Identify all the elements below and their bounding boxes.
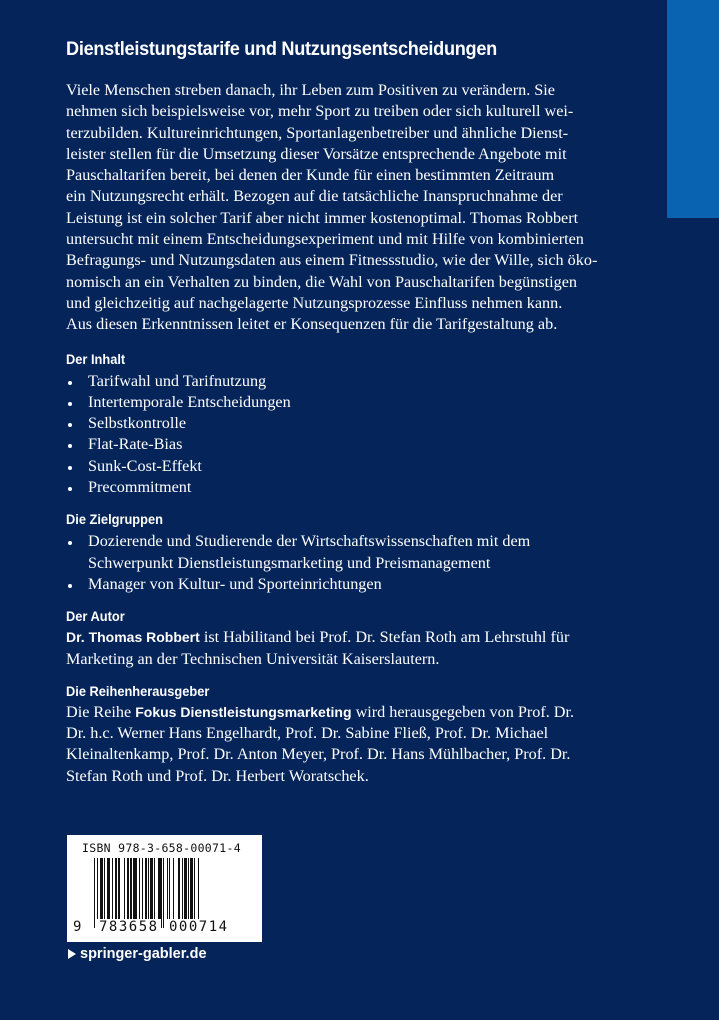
- back-cover-content: [66, 30, 676, 787]
- author-bio: [66, 627, 676, 670]
- list-item: Tarifwahl und Tarifnutzung: [66, 371, 676, 392]
- intro-line: Befragungs- und Nutzungsdaten aus einem Fitnessstudio, wie der Wille, sich öko-: [66, 251, 598, 270]
- intro-line: nehmen sich beispielsweise vor, mehr Sport zu treiben oder sich kulturell wei-: [66, 102, 574, 121]
- content-heading: Der Inhalt: [66, 351, 126, 367]
- intro-line: Leistung ist ein solcher Tarif aber nicht immer kostenoptimal. Thomas Robbert: [66, 208, 579, 227]
- audience-list: [66, 531, 676, 595]
- editors-line: Dr. h.c. Werner Hans Engelhardt, Prof. Dr. Sabine Fließ, Prof. Dr. Michael: [66, 724, 549, 743]
- intro-line: Pauschaltarifen bereit, bei denen der Kunde für einen bestimmten Zeitraum: [66, 166, 555, 185]
- book-title: Dienstleistungstarife und Nutzungsentscheidungen: [66, 38, 497, 60]
- list-item: Intertemporale Entscheidungen: [66, 392, 676, 413]
- editors-line: [66, 702, 676, 723]
- list-item-line: Schwerpunkt Dienstleistungsmarketing und Preismanagement: [88, 553, 491, 572]
- author-bio-text: ist Habilitand bei Prof. Dr. Stefan Roth am Lehrstuhl für: [199, 628, 570, 647]
- triangle-arrow-right-icon: [68, 949, 76, 959]
- intro-line: Viele Menschen streben danach, ihr Leben zum Positiven zu verändern. Sie: [66, 81, 555, 99]
- publisher-website-link[interactable]: [68, 946, 207, 962]
- intro-line: leister stellen für die Umsetzung dieser Vorsätze entsprechende Angebote mit: [66, 144, 567, 163]
- list-item-line: Manager von Kultur- und Sporteinrichtungen: [88, 574, 382, 593]
- content-list: [66, 371, 676, 499]
- list-item: Selbstkontrolle: [66, 413, 676, 434]
- intro-line: ein Nutzungsrecht erhält. Bezogen auf die tatsächliche Inanspruchnahme der: [66, 187, 563, 206]
- author-heading: Der Autor: [66, 609, 125, 625]
- editors-line: Kleinaltenkamp, Prof. Dr. Anton Meyer, Prof. Dr. Hans Mühlbacher, Prof. Dr.: [66, 745, 571, 764]
- author-bio-line: [66, 627, 676, 648]
- author-name: Dr. Thomas Robbert: [66, 629, 200, 646]
- list-item: Sunk-Cost-Effekt: [66, 456, 676, 477]
- list-item: [66, 574, 676, 595]
- series-name: Fokus Dienstleistungsmarketing: [135, 703, 352, 720]
- intro-line: terzubilden. Kultureinrichtungen, Sportanlagenbetreiber und ähnliche Dienst-: [66, 123, 569, 142]
- isbn-barcode: [67, 835, 262, 942]
- barcode-digit-first: 9: [73, 919, 82, 935]
- list-item: Flat-Rate-Bias: [66, 434, 676, 455]
- audience-heading: Die Zielgruppen: [66, 512, 163, 528]
- list-item: [66, 531, 676, 574]
- barcode-digit-group: 000714: [169, 919, 229, 935]
- author-bio-line: Marketing an der Technischen Universität Kaiserslautern.: [66, 649, 440, 668]
- intro-line: untersucht mit einem Entscheidungsexperiment und mit Hilfe von kombinierten: [66, 230, 584, 249]
- barcode-bars: [94, 858, 249, 928]
- isbn-label: ISBN 978-3-658-00071-4: [82, 841, 241, 855]
- barcode-digit-group: 783658: [99, 919, 159, 935]
- intro-paragraph: [66, 80, 676, 336]
- list-item-line: Dozierende und Studierende der Wirtschaftswissenschaften mit dem: [88, 532, 531, 551]
- intro-line: Aus diesen Erkenntnissen leitet er Konsequenzen für die Tarifgestaltung ab.: [66, 315, 558, 334]
- intro-line: nomisch an ein Verhalten zu binden, die Wahl von Pauschaltarifen begünstigen: [66, 272, 578, 291]
- editors-heading: Die Reihenherausgeber: [66, 683, 210, 699]
- editors-text: [66, 702, 676, 787]
- intro-line: und gleichzeitig auf nachgelagerte Nutzungsprozesse Einfluss nehmen kann.: [66, 293, 563, 312]
- editors-line: Stefan Roth und Prof. Dr. Herbert Woratschek.: [66, 766, 369, 785]
- editors-rest: wird herausgegeben von Prof. Dr.: [351, 702, 575, 721]
- website-label: springer-gabler.de: [80, 946, 207, 962]
- list-item: Precommitment: [66, 477, 676, 498]
- editors-prefix: Die Reihe: [66, 702, 136, 721]
